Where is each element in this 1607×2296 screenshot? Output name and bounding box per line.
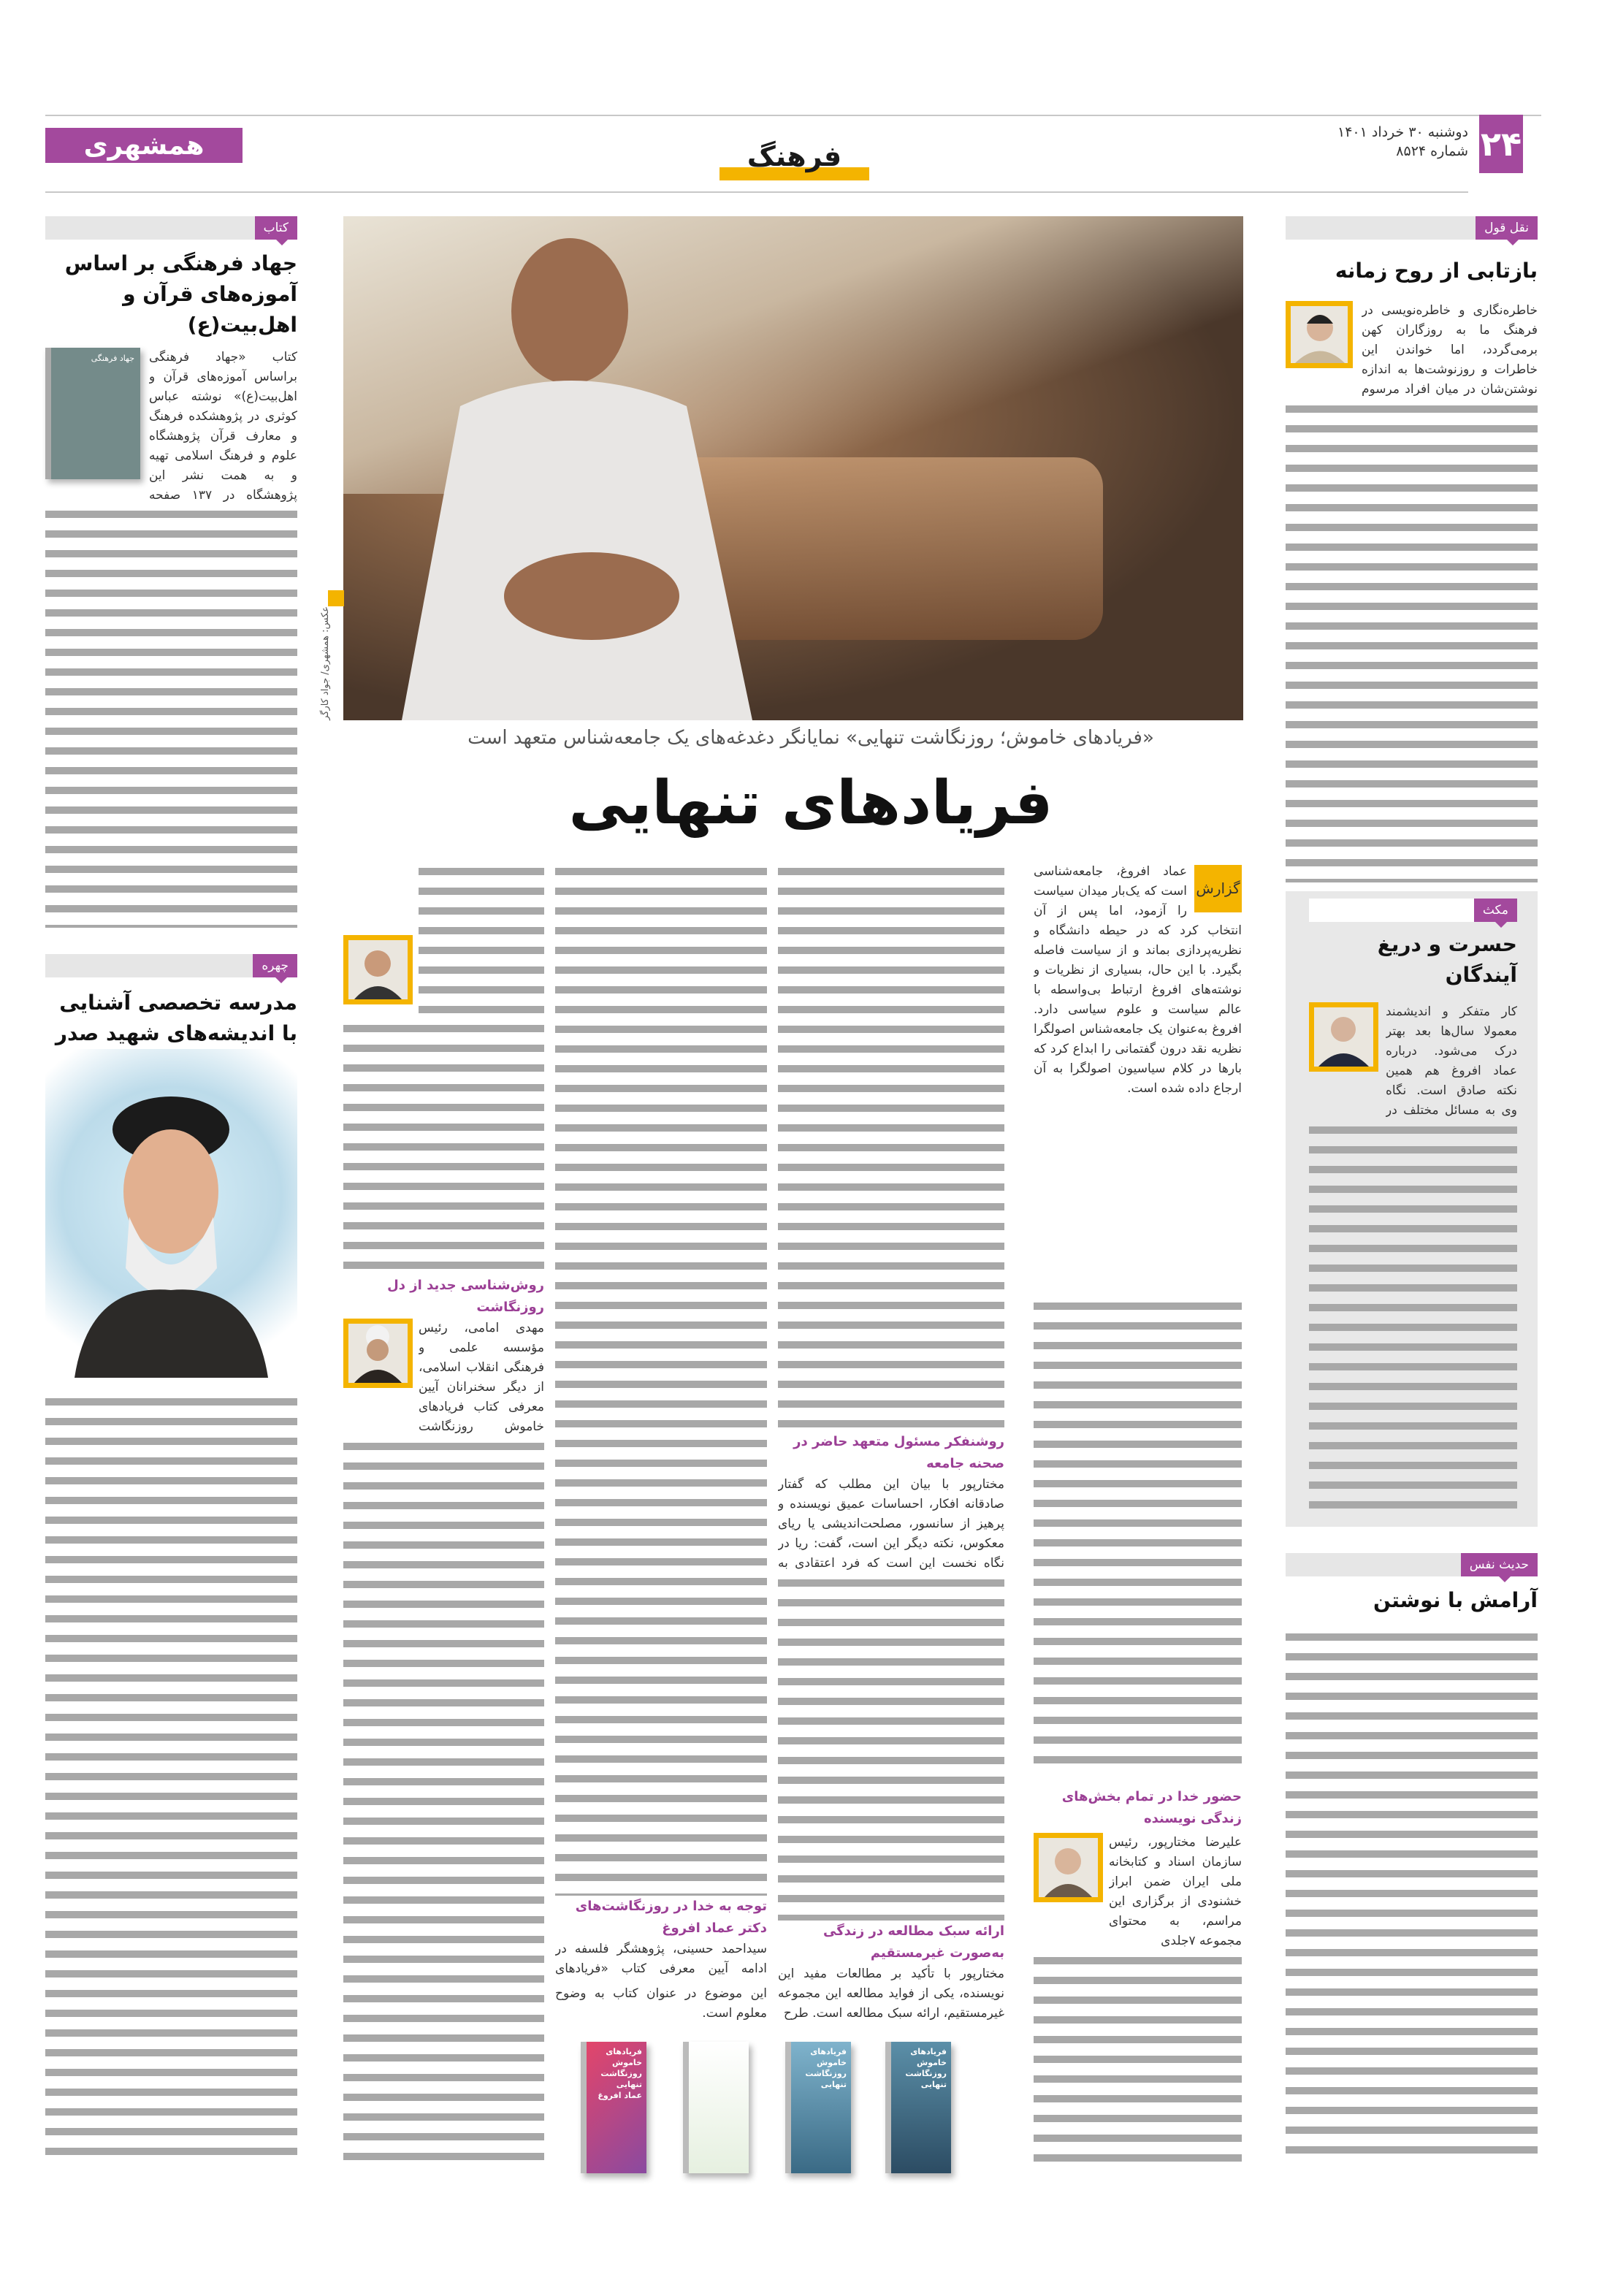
section-title: فرهنگ: [719, 140, 869, 180]
issue-info: [1337, 123, 1468, 161]
paragraph: مختارپور با بیان این مطلب که گفتار صادقانه افکار، احساسات عمیق نویسنده و پرهیز از سانسور، مصلحت‌اندیشی یا ریای معکوس، نکته دیگر این است، گفت: ریا در نگاه نخست این است که فرد اعتقادی به: [778, 1477, 1004, 1571]
paragraph: غیرمستقیم، ارائه سبک مطالعه است. طرح: [783, 2006, 1004, 2021]
newspaper-logo: همشهری: [45, 128, 243, 163]
section-tab-book: کتاب: [45, 216, 297, 240]
face-column: [45, 988, 297, 2166]
quote-body: خاطره‌نگاری و خاطره‌نویسی در فرهنگ ما به روزگاران کهن برمی‌گردد، اما خواندن این خاطرات و روزنوشت‌ها به اندازه نوشتن‌شان در میان افراد مرسوم: [1362, 303, 1538, 397]
book-cover: فریادهای خاموش روزنگاشت تنهایی: [785, 2042, 851, 2173]
article-lead-wrap: [1034, 862, 1242, 1297]
issue-date: دوشنبه ۳۰ خرداد ۱۴۰۱: [1337, 124, 1468, 140]
quote-title: بازتابی از روح زمانه: [1335, 259, 1538, 283]
portrait-emami: [343, 1319, 413, 1388]
section-tab-face: چهره: [45, 954, 297, 977]
paragraph: علیرضا مختارپور، رئیس سازمان اسناد و کتابخانه ملی ایران ضمن ابراز خشنودی از برگزاری این مراسم، به محتوای مجموعه ۷جلدی: [1109, 1835, 1242, 1948]
book-title: جهاد فرهنگی بر اساس آموزه‌های قرآن و اهل‌بیت(ع): [64, 251, 297, 337]
portrait-sobhani: [1309, 1002, 1378, 1072]
subhead: روش‌شناسی جدید از دل روزنگاشت: [387, 1278, 544, 1315]
article-column-3: [555, 862, 767, 2024]
subhead: حضور خدا در تمام بخش‌های زندگی نویسنده: [1061, 1789, 1242, 1826]
section-tab-pause: مکث: [1309, 899, 1517, 922]
paragraph: مهدی امامی، رئیس مؤسسه علمی و فرهنگی انقلاب اسلامی، از دیگر سخنرانان آیین معرفی کتاب فریادهای خاموش روزنگاشت: [419, 1321, 544, 1434]
book-cover: [683, 2042, 749, 2173]
face-title: مدرسه تخصصی آشنایی با اندیشه‌های شهید صدر: [55, 991, 297, 1045]
book-cover: فریادهای خاموش روزنگاشت تنهایی عماد افروغ: [581, 2042, 646, 2173]
article-kicker: «فریادهای خاموش؛ روزنگاشت تنهایی» نمایانگر دغدغه‌های یک جامعه‌شناس متعهد است: [467, 727, 1154, 749]
subhead: ارائه سبک مطالعه در زندگی به‌صورت غیرمستقیم: [823, 1923, 1004, 1961]
section-tab-self: حدیث نفس: [1286, 1553, 1538, 1576]
article-lead: عماد افروغ، جامعه‌شناسی است که یک‌بار میدان سیاست را آزمود، اما پس از آن انتخاب کرد که در حیطه دانشگاه و نظریه‌پردازی بماند و از سیاست فاصله بگیرد. با این حال، بسیاری از نظریات و نوشته‌های افروغ ارتباط بی‌واسطه با عالم سیاست و علوم سیاسی دارد. افروغ به‌عنوان یک جامعه‌شناس اصولگرا نظریه نقد درون گفتمانی را ابداع کرد که بارها در کلام سیاسیون اصولگرا به آن ارجاع داده شده است.: [1034, 864, 1242, 1096]
article-headline: فریادهای تنهایی: [568, 768, 1053, 838]
subhead: روشنفکر مسئول متعهد حاضر در صحنه جامعه: [793, 1434, 1004, 1472]
book-description: کتاب «جهاد فرهنگی براساس آموزه‌های قرآن و اهل‌بیت(ع)» نوشته عباس کوثری در پژوهشکده فرهنگ و معارف قرآن پژوهشگاه علوم و فرهنگ اسلامی تهیه و به همت نشر این پژوهشگاه در ۱۳۷ صفحه: [149, 350, 297, 503]
portrait-shahid-sadr: [45, 1049, 297, 1378]
quote-column: [1286, 256, 1538, 882]
section-tab-quote: نقل قول: [1286, 216, 1538, 240]
person-figure: [373, 216, 782, 720]
book-cover: فریادهای خاموش روزنگاشت تنهایی: [885, 2042, 951, 2173]
paragraph: مختارپور با تأکید بر مطالعات مفید این نویسنده، یکی از فواید مطالعه این مجموعه: [778, 1967, 1004, 2001]
paragraph: سیداحمد حسینی، پژوهشگر فلسفه در ادامه آیین معرفی کتاب «فریادهای: [555, 1942, 767, 1976]
page-number: ۲۴: [1479, 115, 1523, 173]
self-title: آرامش با نوشتن: [1373, 1588, 1538, 1612]
book-column: [45, 248, 297, 928]
book-cover-jihad: جهاد فرهنگی: [45, 348, 140, 479]
pause-body: کار متفکر و اندیشمند معمولا سال‌ها بعد بهتر درک می‌شود. درباره عماد افروغ هم همین نکته صادق است. نگاه وی به مسائل مختلف در: [1386, 1004, 1517, 1118]
portrait-quote-author: [1286, 301, 1353, 368]
portrait-mokhtarpour: [1034, 1833, 1103, 1902]
report-label: گزارش: [1194, 865, 1242, 912]
article-column-2: [778, 862, 1004, 2024]
photo-credit: عکس: همشهری/ جواد کارگر: [320, 606, 331, 720]
pause-column: [1309, 929, 1517, 1519]
subhead: توجه به خدا در روزنگاشت‌های دکتر عماد افروغ: [575, 1899, 767, 1936]
self-column: [1286, 1585, 1538, 2166]
pause-title: حسرت و دریغ آیندگان: [1377, 932, 1517, 987]
issue-number: شماره ۸۵۲۴: [1396, 143, 1468, 159]
portrait-speaker: [343, 935, 413, 1004]
paragraph: این موضوع در عنوان کتاب به وضوح معلوم است.: [555, 1986, 767, 2021]
main-photo: [343, 216, 1243, 720]
article-column-1: [1034, 862, 1242, 2166]
article-column-4: [343, 862, 544, 2166]
